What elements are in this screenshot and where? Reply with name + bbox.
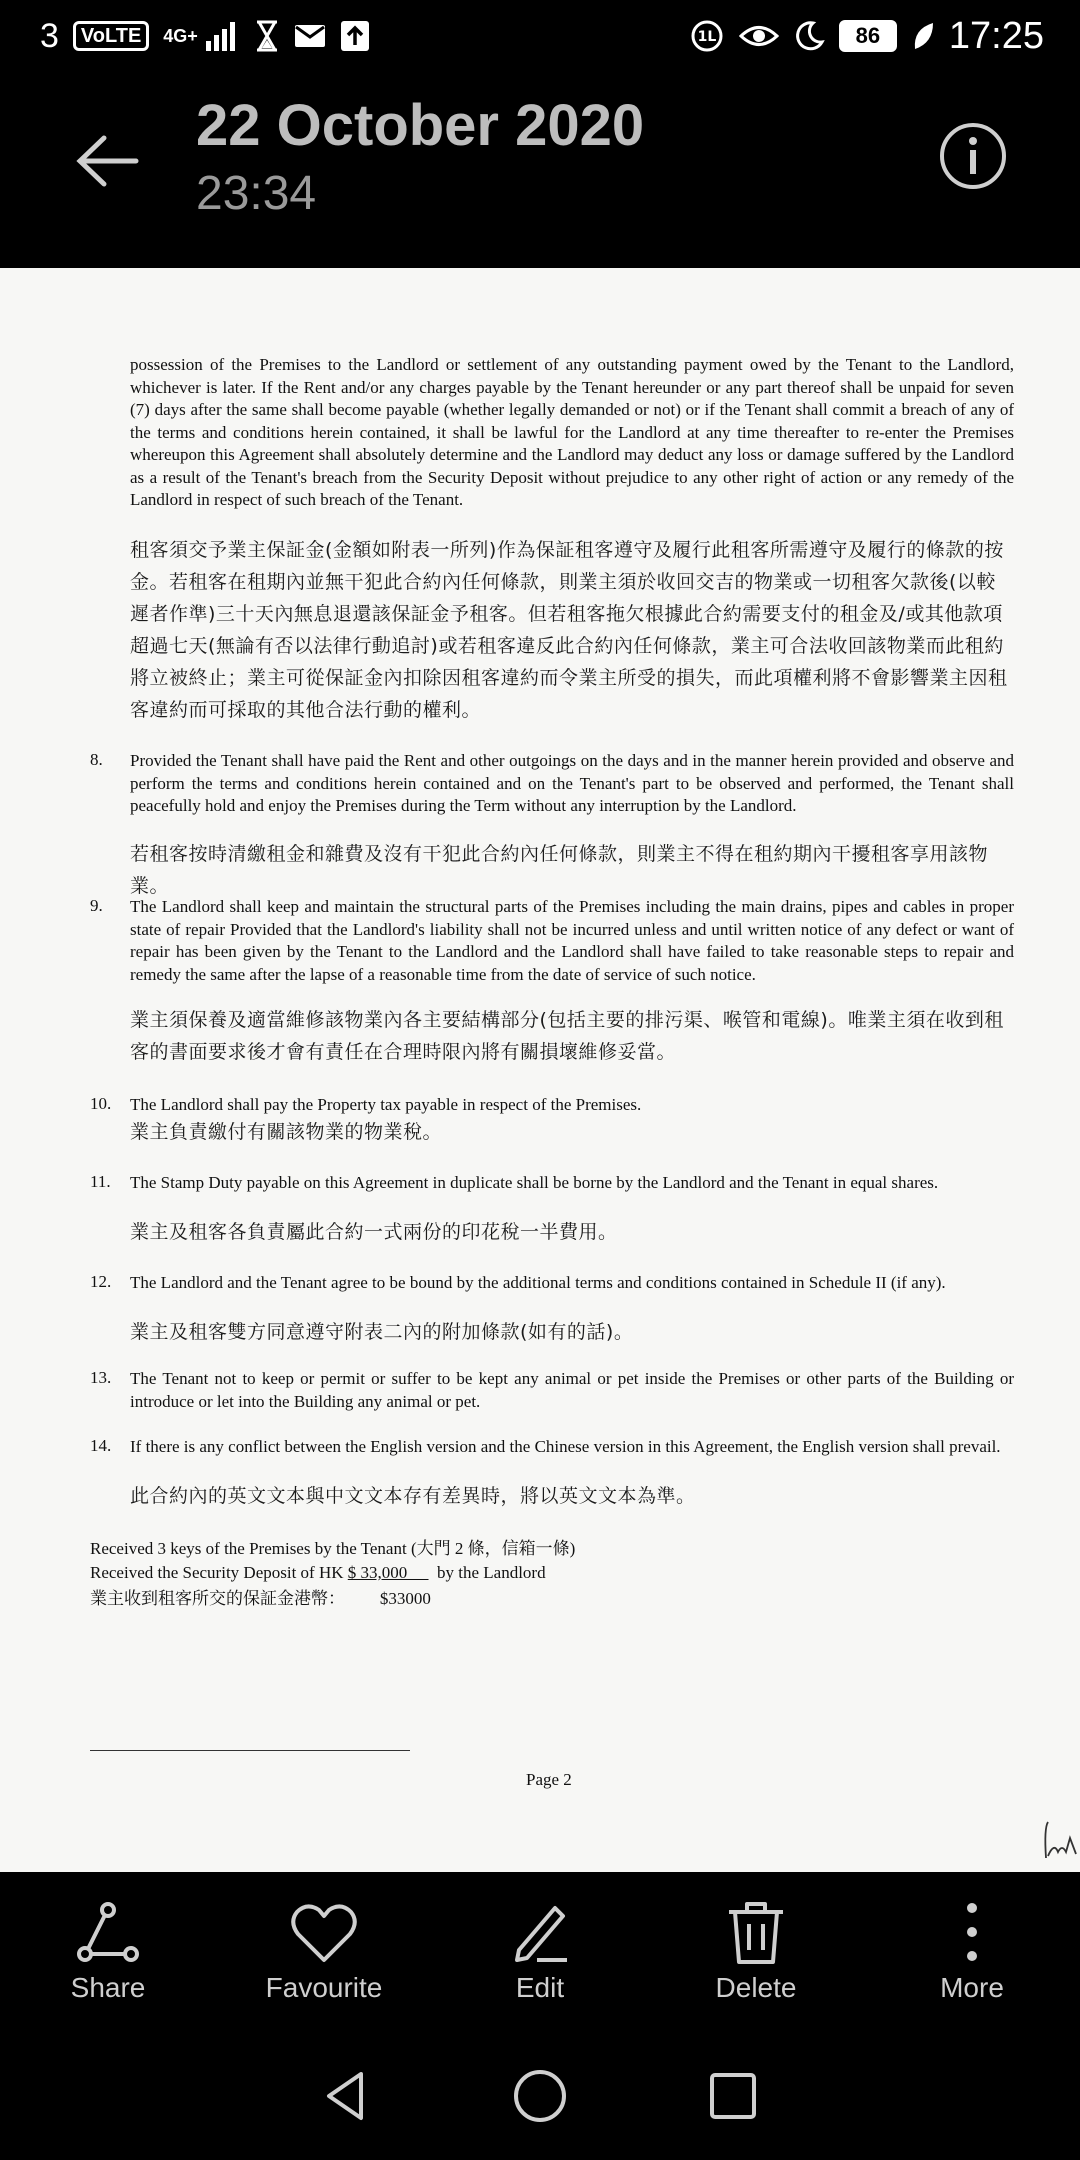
upload-icon xyxy=(340,20,370,52)
favourite-button[interactable] xyxy=(216,1872,432,2032)
clause-10-chinese: 業主負責繳付有關該物業的物業稅。 xyxy=(130,1121,443,1143)
clause-12-english: The Landlord and the Tenant agree to be bound by the additional terms and conditions contained in Schedule II (if any). xyxy=(130,1273,946,1292)
more-icon xyxy=(937,1898,1007,1968)
receipt-deposit-suffix: by the Landlord xyxy=(428,1563,546,1582)
sim-slot: 3 xyxy=(40,16,59,55)
clause-10-english: The Landlord shall pay the Property tax payable in respect of the Premises. xyxy=(130,1095,642,1114)
clause-10-number: 10. xyxy=(90,1094,112,1113)
clause-9-chinese: 業主須保養及適當維修該物業內各主要結構部分(包括主要的排污渠、喉管和電線)。唯業主須在收到租客的書面要求後才會有責任在合理時限內將有關損壞維修妥當。 xyxy=(130,1009,1004,1063)
volte-badge: VoLTE xyxy=(73,21,149,51)
share-button[interactable] xyxy=(0,1872,216,2032)
clause-13-number: 13. xyxy=(90,1368,112,1387)
status-clock: 17:25 xyxy=(948,14,1044,57)
clause-8-number: 8. xyxy=(90,750,103,769)
share-label: Share xyxy=(70,1972,146,2003)
receipt-deposit-amount: $ 33,000 xyxy=(347,1563,429,1582)
receipt-chinese-line xyxy=(90,1588,431,1611)
moon-icon xyxy=(793,20,825,52)
network-type: 4G+ xyxy=(163,26,198,46)
edit-icon xyxy=(505,1898,575,1968)
edit-button[interactable] xyxy=(432,1872,648,2032)
hourglass-icon xyxy=(254,20,280,52)
nav-home-icon[interactable] xyxy=(510,2066,570,2126)
svg-text:1L: 1L xyxy=(697,29,717,45)
clause-9-english: The Landlord shall keep and maintain the structural parts of the Premises including the main drains, pipes and cables in proper state of repair Provided that the Landlord's liability shall not be incurred unless and until written notice of any defect or want of repair has been given by the Tenant to the Landlord and the Landlord shall have failed to take reasonable steps to repair and remedy the same after the lapse of a reasonable time from the date of service of such notice. xyxy=(130,897,1014,984)
delete-button[interactable] xyxy=(648,1872,864,2032)
document-photo[interactable] xyxy=(0,268,1080,1872)
clause-12-number: 12. xyxy=(90,1272,112,1291)
clause-14-number: 14. xyxy=(90,1436,112,1455)
info-icon[interactable] xyxy=(938,121,1008,191)
photo-time-subtitle: 23:34 xyxy=(196,167,317,220)
photo-date-title: 22 October 2020 xyxy=(196,93,645,158)
receipt-keys-text: Received 3 keys of the Premises by the Tenant (大門 2 條，信箱一條) xyxy=(90,1539,576,1558)
receipt-deposit-prefix: Received the Security Deposit of HK xyxy=(90,1563,348,1582)
receipt-deposit-line xyxy=(90,1562,546,1585)
battery-indicator: 86 xyxy=(839,20,897,52)
clause-11-english: The Stamp Duty payable on this Agreement in duplicate shall be borne by the Landlord and the Tenant in equal shares. xyxy=(130,1173,939,1192)
status-right xyxy=(689,15,1044,58)
clause-12-chinese: 業主及租客雙方同意遵守附表二內的附加條款(如有的話)。 xyxy=(130,1321,634,1343)
intro-chinese-text: 租客須交予業主保証金(金額如附表一所列)作為保証租客遵守及履行此租客所需遵守及履行的條款的按金。若租客在租期內並無干犯此合約內任何條款，則業主須於收回交吉的物業或一切租客欠款後(以較遲者作準)三十天內無息退還該保証金予租客。但若租客拖欠根據此合約需要支付的租金及/或其他款項超過七天(無論有否以法律行動追討)或若租客違反此合約內任何條款，業主可合法收回該物業而此租約將立被終止；業主可從保証金內扣除因租客違約而令業主所受的損失，而此項權利將不會影響業主因租客違約而可採取的其他合法行動的權利。 xyxy=(130,539,1008,721)
nav-recents-icon[interactable] xyxy=(703,2066,763,2126)
status-left xyxy=(40,17,370,56)
clause-13-english: The Tenant not to keep or permit or suffer to be kept any animal or pet inside the Premises or other parts of the Building or introduce or let into the Building any animal or pet. xyxy=(130,1369,1014,1411)
clause-11-chinese: 業主及租客各負責屬此合約一式兩份的印花稅一半費用。 xyxy=(130,1221,618,1243)
status-bar xyxy=(0,0,1080,72)
nav-back-icon[interactable] xyxy=(317,2066,377,2126)
back-arrow-icon[interactable] xyxy=(72,126,142,196)
more-label: More xyxy=(940,1972,1004,2003)
leaf-icon xyxy=(911,21,935,51)
clause-8-chinese: 若租客按時清繳租金和雜費及沒有干犯此合約內任何條款，則業主不得在租約期內干擾租客享用該物業。 xyxy=(130,843,989,897)
edit-label: Edit xyxy=(515,1972,565,2003)
receipt-chinese-label: 業主收到租客所交的保証金港幣： xyxy=(90,1589,345,1609)
system-navigation-bar xyxy=(0,2032,1080,2160)
page-number: Page 2 xyxy=(526,1770,572,1789)
heart-icon xyxy=(289,1898,359,1968)
mail-icon xyxy=(294,23,326,49)
more-button[interactable] xyxy=(864,1872,1080,2032)
clause-9-number: 9. xyxy=(90,896,103,915)
data-saver-icon xyxy=(689,18,725,54)
trash-icon xyxy=(721,1898,791,1968)
photo-action-bar xyxy=(0,1872,1080,2032)
handwriting-mark xyxy=(1040,1818,1080,1862)
intro-english-text: possession of the Premises to the Landlord or settlement of any outstanding payment owed by the Tenant to the Landlord, whichever is later. If the Rent and/or any charges payable by the Tenant hereunder or any part thereof shall be unpaid for seven (7) days after the same shall become payable (whether legally demanded or not) or if the Tenant shall commit a breach of any of the terms and conditions herein contained, it shall be lawful for the Landlord at any time thereafter to re-enter the Premises whereupon this Agreement shall absolutely determine and the Landlord may deduct any loss or damage suffered by the Landlord as a result of the Tenant's breach from the Security Deposit without prejudice to any other right of action or any remedy of the Landlord in respect of such breach of the Tenant. xyxy=(130,355,1014,509)
delete-label: Delete xyxy=(715,1972,797,2003)
signature-line xyxy=(90,1750,410,1751)
share-icon xyxy=(73,1898,143,1968)
receipt-chinese-amount: $33000 xyxy=(379,1589,431,1608)
eye-icon xyxy=(739,21,779,51)
clause-14-chinese: 此合約內的英文文本與中文文本存有差異時，將以英文文本為準。 xyxy=(130,1485,696,1507)
clause-11-number: 11. xyxy=(90,1172,111,1191)
clause-14-english: If there is any conflict between the English version and the Chinese version in this Agreement, the English version shall prevail. xyxy=(130,1437,1001,1456)
clause-8-english: Provided the Tenant shall have paid the Rent and other outgoings on the days and in the manner herein provided and observe and perform the terms and conditions herein contained and on the Tenant's part to be observed and performed, the Tenant shall peacefully hold and enjoy the Premises during the Term without any interruption by the Landlord. xyxy=(130,751,1014,815)
favourite-label: Favourite xyxy=(265,1972,383,2003)
signal-icon xyxy=(204,21,240,51)
viewer-header xyxy=(0,72,1080,268)
